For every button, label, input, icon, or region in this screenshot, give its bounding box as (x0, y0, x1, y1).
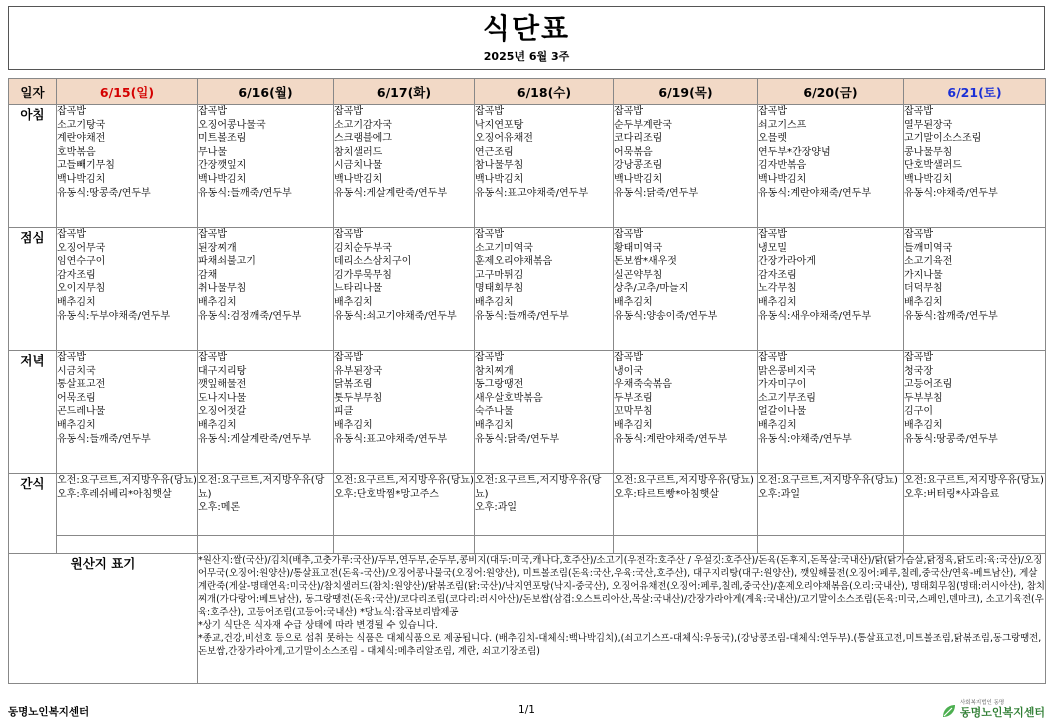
menu-item: 백나박김치 (57, 173, 106, 185)
menu-item: 유동식:들깨죽/연두부 (475, 310, 569, 322)
menu-cell (198, 105, 334, 228)
menu-item: 느타리나물 (334, 283, 383, 295)
menu-item: 깻잎해물전 (198, 379, 247, 391)
menu-item: 톳두부무침 (334, 392, 383, 404)
menu-item: 곤드레나물 (57, 406, 106, 418)
menu-item: 유부된장국 (334, 365, 383, 377)
day-header-sat: 6/21(토) (904, 79, 1046, 105)
menu-item: 어묵볶음 (614, 146, 653, 158)
menu-item: 취나물무침 (198, 283, 247, 295)
menu-item: 잡곡밥 (614, 229, 643, 240)
menu-item: 유동식:게살계란죽/연두부 (198, 433, 311, 445)
origin-label: 원산지 표기 (9, 554, 198, 684)
day-header-thu: 6/19(목) (614, 79, 758, 105)
menu-item: 실곤약무침 (614, 269, 663, 281)
meal-label: 간식 (9, 474, 57, 554)
logo-subtext: 사회복지법인 동명 (959, 700, 1005, 706)
meal-label: 아침 (9, 105, 57, 228)
menu-item: 잡곡밥 (334, 229, 363, 240)
page-subtitle: 2025년 6월 3주 (483, 50, 570, 63)
menu-item: 된장찌개 (198, 242, 237, 254)
menu-item: 소고기감자국 (334, 119, 392, 131)
blank-cell (57, 536, 198, 554)
menu-item: 잡곡밥 (334, 352, 363, 363)
menu-item: 오후:단호박찜*망고주스 (334, 488, 439, 500)
menu-cell (57, 474, 198, 536)
menu-cell (334, 105, 475, 228)
menu-item: 배추김치 (334, 296, 373, 308)
menu-item: 배추김치 (334, 419, 373, 431)
menu-item: 배추김치 (475, 419, 514, 431)
menu-item: 쇠고기스프 (758, 119, 807, 131)
menu-item: 꼬막무침 (614, 406, 653, 418)
menu-item: 오전:요구르트,저지방우유(당뇨) (475, 475, 602, 500)
origin-line: *종교,건강,비선호 등으로 섭취 못하는 식품은 대체식품으로 제공됩니다. (배추김치-대체식:백나박김치),(쇠고기스프-대체식:우동국),(강낭콩조림-대체식:연두부).(통살표고전,미트볼조림,닭볶조림,동그랑땡전,돈보쌈,간장가라아게,고기말이소스조림 - 대체식:메추리알조림, 계란, 쇠고기장조림) (198, 633, 1042, 657)
footer (8, 702, 1045, 720)
menu-item: 백나박김치 (614, 173, 663, 185)
menu-item: 오이지무침 (57, 283, 106, 295)
menu-item: 잡곡밥 (334, 106, 363, 117)
meal-label: 저녁 (9, 351, 57, 474)
menu-item: 고구마튀김 (475, 269, 524, 281)
menu-cell (614, 105, 758, 228)
menu-cell (475, 228, 614, 351)
menu-item: 잡곡밥 (614, 106, 643, 117)
menu-item: 시금치국 (57, 365, 96, 377)
menu-item: 오전:요구르트,저지방우유(당뇨) (334, 475, 474, 486)
menu-item: 소고기탕국 (57, 119, 106, 131)
menu-item: 감자조림 (758, 269, 797, 281)
menu-item: 콩나물무침 (904, 146, 953, 158)
menu-item: 소고기육전 (904, 256, 953, 268)
menu-item: 오징어유채전 (475, 133, 533, 145)
menu-cell (614, 474, 758, 536)
menu-item: 유동식:계란야채죽/연두부 (614, 433, 727, 445)
menu-item: 유동식:양송이죽/연두부 (614, 310, 718, 322)
menu-item: 감채 (198, 269, 218, 281)
menu-item: 고기말이소스조림 (904, 133, 982, 145)
menu-item: 배추김치 (904, 419, 943, 431)
menu-item: 유동식:닭죽/연두부 (614, 187, 699, 199)
menu-item: 소고기무조림 (758, 392, 816, 404)
menu-item: 유동식:게살계란죽/연두부 (334, 187, 447, 199)
menu-item: 통살표고전 (57, 379, 106, 391)
blank-cell (758, 536, 904, 554)
menu-item: 두부조림 (614, 392, 653, 404)
menu-item: 오징어젓갈 (198, 406, 247, 418)
menu-item: 닭볶조림 (334, 379, 373, 391)
menu-item: 노각무침 (758, 283, 797, 295)
menu-item: 김구이 (904, 406, 933, 418)
snack-blank-row (9, 536, 1046, 554)
menu-item: 두부부침 (904, 392, 943, 404)
menu-item: 배추김치 (198, 296, 237, 308)
menu-item: 잡곡밥 (57, 352, 86, 363)
menu-item: 숙주나물 (475, 406, 514, 418)
menu-cell (758, 105, 904, 228)
menu-item: 잡곡밥 (614, 352, 643, 363)
menu-item: 맑은콩비지국 (758, 365, 816, 377)
menu-cell (198, 474, 334, 536)
menu-item: 유동식:야채죽/연두부 (904, 187, 998, 199)
menu-item: 오전:요구르트,저지방우유(당뇨) (57, 475, 197, 486)
menu-item: 유동식:표고야채죽/연두부 (334, 433, 447, 445)
menu-item: 잡곡밥 (758, 106, 787, 117)
blank-cell (904, 536, 1046, 554)
menu-item: 소고기미역국 (475, 242, 533, 254)
menu-item: 고등어조림 (904, 379, 953, 391)
origin-line: *상기 식단은 식자재 수급 상태에 따라 변경될 수 있습니다. (198, 620, 438, 631)
meal-label: 점심 (9, 228, 57, 351)
menu-item: 백나박김치 (334, 173, 383, 185)
day-header-mon: 6/16(월) (198, 79, 334, 105)
menu-item: 참치샐러드 (334, 146, 383, 158)
menu-cell (334, 351, 475, 474)
menu-item: 배추김치 (198, 419, 237, 431)
menu-item: 잡곡밥 (475, 229, 504, 240)
menu-item: 청국장 (904, 365, 933, 377)
menu-cell (334, 474, 475, 536)
menu-item: 유동식:검정깨죽/연두부 (198, 310, 302, 322)
menu-item: 시금치나물 (334, 160, 383, 172)
page-title: 식단표 (482, 12, 571, 45)
day-header-fri: 6/20(금) (758, 79, 904, 105)
menu-item: 연근조림 (475, 146, 514, 158)
day-header-sun: 6/15(일) (57, 79, 198, 105)
menu-cell (904, 105, 1046, 228)
menu-item: 배추김치 (614, 419, 653, 431)
menu-cell (57, 105, 198, 228)
menu-item: 간장가라아게 (758, 256, 816, 268)
menu-item: 유동식:두부야채죽/연두부 (57, 310, 170, 322)
menu-item: 새우살호박볶음 (475, 392, 543, 404)
menu-item: 가지나물 (904, 269, 943, 281)
menu-cell (475, 351, 614, 474)
menu-item: 배추김치 (57, 419, 96, 431)
menu-item: 오믈렛 (758, 133, 787, 145)
menu-item: 고들빼기무침 (57, 160, 115, 172)
menu-item: 참치찌개 (475, 365, 514, 377)
menu-item: 단호박샐러드 (904, 160, 962, 172)
menu-item: 열무된장국 (904, 119, 953, 131)
menu-item: 가자미구이 (758, 379, 807, 391)
meal-row-snack (9, 474, 1046, 536)
menu-item: 돈보쌈*새우젓 (614, 256, 677, 268)
menu-item: 더덕무침 (904, 283, 943, 295)
menu-item: 얼갈이나물 (758, 406, 807, 418)
menu-item: 간장깻잎지 (198, 160, 247, 172)
menu-item: 잡곡밥 (758, 352, 787, 363)
menu-item: 배추김치 (614, 296, 653, 308)
menu-item: 유동식:계란야채죽/연두부 (758, 187, 871, 199)
menu-item: 어묵조림 (57, 392, 96, 404)
menu-item: 잡곡밥 (198, 229, 227, 240)
blank-cell (614, 536, 758, 554)
origin-row (9, 554, 1046, 684)
menu-item: 동그랑땡전 (475, 379, 524, 391)
blank-cell (475, 536, 614, 554)
menu-item: 유동식:쇠고기야채죽/연두부 (334, 310, 457, 322)
menu-item: 김자반볶음 (758, 160, 807, 172)
menu-item: 유동식:들깨죽/연두부 (57, 433, 151, 445)
menu-cell (904, 351, 1046, 474)
menu-item: 참나물무침 (475, 160, 524, 172)
menu-item: 오징어콩나물국 (198, 119, 266, 131)
menu-item: 들깨미역국 (904, 242, 953, 254)
origin-line: *원산지:쌀(국산)/김치(배추,고춧가루:국산)/두부,연두부,순두부,콩비지(대두:미국,캐나다,호주산)/소고기(우전각:호주산 / 우설깃:호주산)/돈육(돈후지,돈목살:국내산)/닭(닭가슴살,닭정육,닭도리:육:국산)/오징어무국(오징어:원양산)/통살표고전(돈육-국산)/오징어콩나물국(오징어:원양산), 미트볼조림(돈육:국산,우육:국산,호주산), 대구지리탕(대구:원양산), 깻잎해물전(오징어:페루,칠레,중국산/연육-베트남산), 게살계란죽(게살-명태연육:미국산)/참치샐러드(참치:원양산)/닭볶조림(닭:국산)/낙지연포탕(낙지-중국산), 오징어유채전(오징어:페루,칠레,중국산)/훈제오리야채볶음(오리:국내산), 명태회무침(명태:러시아산), 참치찌개(가다랑어:베트남산), 동그랑땡전(돈육:국산)/코다리조림(코다리:러시아산)/돈보쌈(삼겹:오스트리아산,목살:국내산)/간장가라아게(계육:국내산)/고기말이소스조림(돈육:미국,스페인,덴마크), 소고기육전(우육:호주산), 고등어조림(고등어:국내산) *당뇨식:잡곡보리밥제공 (198, 555, 1045, 618)
page-number: 1/1 (518, 704, 535, 716)
menu-item: 유동식:새우야채죽/연두부 (758, 310, 871, 322)
menu-item: 김치순두부국 (334, 242, 392, 254)
menu-table (8, 78, 1046, 684)
menu-item: 잡곡밥 (904, 106, 933, 117)
leaf-logo-icon (941, 703, 957, 719)
menu-item: 상추/고추/마늘지 (614, 283, 689, 295)
menu-item: 유동식:땅콩죽/연두부 (57, 187, 151, 199)
day-header-tue: 6/17(화) (334, 79, 475, 105)
menu-cell (758, 474, 904, 536)
menu-item: 연두부*간장양념 (758, 146, 831, 158)
blank-cell (198, 536, 334, 554)
menu-cell (758, 228, 904, 351)
menu-item: 호박볶음 (57, 146, 96, 158)
origin-text (198, 554, 1046, 684)
menu-item: 냉모밀 (758, 242, 787, 254)
menu-item: 미트볼조림 (198, 133, 247, 145)
menu-item: 코다리조림 (614, 133, 663, 145)
menu-item: 잡곡밥 (57, 229, 86, 240)
menu-item: 잡곡밥 (475, 106, 504, 117)
menu-cell (614, 228, 758, 351)
menu-item: 오전:요구르트,저지방우유(당뇨) (198, 475, 325, 500)
menu-item: 잡곡밥 (904, 229, 933, 240)
menu-item: 오전:요구르트,저지방우유(당뇨) (614, 475, 754, 486)
menu-item: 강낭콩조림 (614, 160, 663, 172)
menu-item: 무나물 (198, 146, 227, 158)
footer-logo (941, 700, 1045, 719)
day-header-wed: 6/18(수) (475, 79, 614, 105)
menu-item: 오전:요구르트,저지방우유(당뇨) (758, 475, 898, 486)
meal-row-lunch (9, 228, 1046, 351)
menu-item: 도나지나물 (198, 392, 247, 404)
menu-item: 잡곡밥 (904, 352, 933, 363)
menu-item: 오전:요구르트,저지방우유(당뇨) (904, 475, 1044, 486)
menu-item: 잡곡밥 (475, 352, 504, 363)
menu-item: 오후:타르트빵*아침햇살 (614, 488, 719, 500)
menu-item: 배추김치 (57, 296, 96, 308)
menu-item: 유동식:땅콩죽/연두부 (904, 433, 998, 445)
menu-item: 황태미역국 (614, 242, 663, 254)
title-box (8, 6, 1045, 70)
logo-name: 동명노인복지센터 (959, 706, 1045, 719)
menu-item: 배추김치 (758, 296, 797, 308)
menu-item: 백나박김치 (475, 173, 524, 185)
menu-item: 배추김치 (904, 296, 943, 308)
blank-cell (334, 536, 475, 554)
page-frame (8, 6, 1045, 657)
menu-item: 잡곡밥 (758, 229, 787, 240)
menu-item: 명태회무침 (475, 283, 524, 295)
menu-item: 잡곡밥 (198, 352, 227, 363)
menu-item: 백나박김치 (758, 173, 807, 185)
menu-item: 감자조림 (57, 269, 96, 281)
menu-cell (334, 228, 475, 351)
menu-item: 임연수구이 (57, 256, 106, 268)
menu-item: 유동식:들깨죽/연두부 (198, 187, 292, 199)
menu-item: 배추김치 (475, 296, 514, 308)
menu-cell (475, 474, 614, 536)
menu-item: 계란야채전 (57, 133, 106, 145)
menu-cell (475, 105, 614, 228)
menu-item: 김가루묵무침 (334, 269, 392, 281)
menu-item: 오징어무국 (57, 242, 106, 254)
menu-item: 훈제오리야채볶음 (475, 256, 553, 268)
menu-cell (904, 228, 1046, 351)
menu-item: 낙지연포탕 (475, 119, 524, 131)
menu-item: 데리소스삼치구이 (334, 256, 412, 268)
menu-item: 오후:과일 (475, 502, 518, 514)
menu-item: 유동식:표고야채죽/연두부 (475, 187, 588, 199)
menu-item: 오후:메론 (198, 502, 241, 514)
menu-item: 백나박김치 (904, 173, 953, 185)
menu-cell (198, 228, 334, 351)
menu-item: 순두부계란국 (614, 119, 672, 131)
menu-cell (57, 228, 198, 351)
menu-item: 잡곡밥 (198, 106, 227, 117)
menu-cell (198, 351, 334, 474)
menu-item: 냉이국 (614, 365, 643, 377)
menu-cell (758, 351, 904, 474)
menu-item: 유동식:야채죽/연두부 (758, 433, 852, 445)
menu-cell (904, 474, 1046, 536)
menu-item: 스크램블에그 (334, 133, 392, 145)
menu-cell (614, 351, 758, 474)
menu-item: 오후:과일 (758, 488, 801, 500)
header-row (9, 79, 1046, 105)
meal-row-breakfast (9, 105, 1046, 228)
menu-item: 우채죽숙볶음 (614, 379, 672, 391)
date-row-label: 일자 (9, 79, 57, 105)
menu-item: 배추김치 (758, 419, 797, 431)
footer-organization: 동명노인복지센터 (8, 706, 90, 718)
menu-item: 파채쇠불고기 (198, 256, 256, 268)
menu-item: 유동식:찹깨죽/연두부 (904, 310, 998, 322)
menu-cell (57, 351, 198, 474)
menu-item: 오후:후레쉬베리*아침햇살 (57, 488, 172, 500)
menu-item: 잡곡밥 (57, 106, 86, 117)
menu-item: 오후:버터링*사과음료 (904, 488, 1000, 500)
menu-item: 백나박김치 (198, 173, 247, 185)
meal-row-dinner (9, 351, 1046, 474)
menu-item: 피클 (334, 406, 354, 418)
menu-item: 대구지리탕 (198, 365, 247, 377)
menu-item: 유동식:닭죽/연두부 (475, 433, 560, 445)
